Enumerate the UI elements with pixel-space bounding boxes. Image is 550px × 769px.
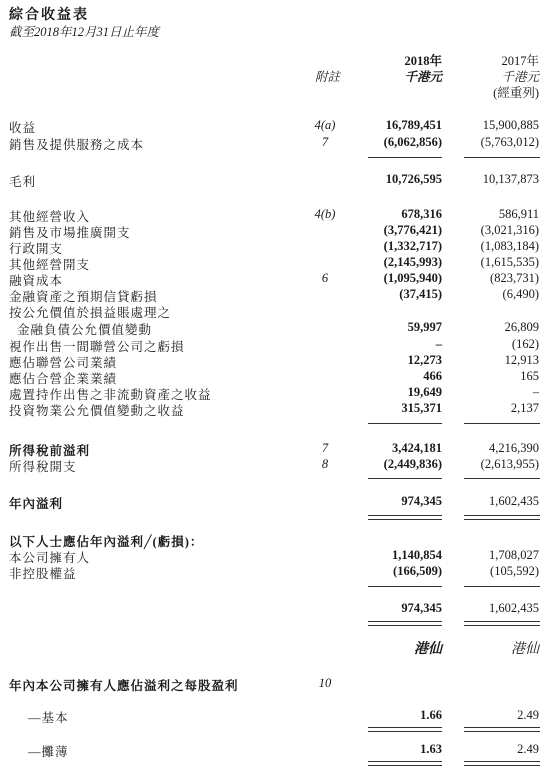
row-value-2018: (166,509) bbox=[393, 564, 442, 578]
statement-title: 綜合收益表 bbox=[9, 8, 89, 23]
rule-2018 bbox=[368, 423, 442, 424]
row-value-2017: (2,613,955) bbox=[480, 457, 539, 471]
row-label: 視作出售一間聯營公司之虧損 bbox=[9, 340, 185, 354]
row-value-2017: (5,763,012) bbox=[480, 135, 539, 149]
rule-2018 bbox=[368, 157, 442, 158]
row-value-2017: – bbox=[532, 385, 539, 399]
row-value-2018: 16,789,451 bbox=[385, 118, 442, 132]
row-value-2017: (823,731) bbox=[490, 271, 539, 285]
row-value-2017: (1,615,535) bbox=[480, 255, 539, 269]
row-value-2018: 1.66 bbox=[420, 708, 442, 722]
table-row-other-income bbox=[0, 207, 550, 223]
table-row-expected-credit-loss bbox=[0, 287, 550, 303]
table-row-gross-profit bbox=[0, 172, 550, 188]
table-row-investment-property-gain bbox=[0, 401, 550, 417]
header-2017-restated: (經重列) bbox=[493, 86, 539, 100]
row-value-2018: (2,449,836) bbox=[383, 457, 442, 471]
row-value-2017: (1,083,184) bbox=[480, 239, 539, 253]
table-row-fvtpl-heading bbox=[0, 303, 550, 319]
row-value-2018: (6,062,856) bbox=[383, 135, 442, 149]
row-label: 毛利 bbox=[9, 175, 37, 189]
row-value-2017: 2.49 bbox=[517, 708, 539, 722]
row-label: 所得稅前溢利 bbox=[9, 444, 91, 458]
row-label: 銷售及市場推廣開支 bbox=[9, 226, 131, 240]
row-label: 銷售及提供服務之成本 bbox=[9, 138, 145, 152]
row-value-2017: 586,911 bbox=[498, 207, 539, 221]
row-value-2017: (162) bbox=[511, 337, 539, 351]
rule-2017 bbox=[464, 157, 540, 158]
row-value-2018: 1,140,854 bbox=[392, 548, 442, 562]
double-rule-2018 bbox=[368, 761, 442, 766]
row-value-2018: (2,145,993) bbox=[383, 255, 442, 269]
row-label: 以下人士應佔年內溢利╱(虧損)： bbox=[9, 535, 204, 549]
table-row-disposal-gain bbox=[0, 385, 550, 401]
table-row-share-of-associates bbox=[0, 353, 550, 369]
table-row-deemed-disposal-loss bbox=[0, 337, 550, 353]
row-label: 金融負債公允價值變動 bbox=[17, 323, 153, 337]
row-value-2017: (3,021,316) bbox=[480, 223, 539, 237]
table-row-profit-for-year bbox=[0, 494, 550, 510]
row-value-2018: 974,345 bbox=[401, 601, 442, 615]
row-label: 所得稅開支 bbox=[9, 460, 77, 474]
double-rule-2017 bbox=[464, 621, 540, 626]
row-label: 本公司擁有人 bbox=[9, 551, 91, 565]
row-value-2017: 165 bbox=[520, 369, 539, 383]
row-value-2017: 2,137 bbox=[510, 401, 539, 415]
row-value-2018: 10,726,595 bbox=[385, 172, 442, 186]
row-value-2017: (6,490) bbox=[502, 287, 539, 301]
row-label: 收益 bbox=[9, 121, 37, 135]
row-label: 按公允價值於損益賬處理之 bbox=[9, 306, 172, 320]
header-2017-unit: 千港元 bbox=[501, 70, 539, 84]
double-rule-2018 bbox=[368, 515, 442, 520]
row-label: —攤薄 bbox=[28, 745, 69, 759]
table-row-finance-costs bbox=[0, 271, 550, 287]
table-row-income-tax bbox=[0, 457, 550, 473]
row-value-2018: 12,273 bbox=[407, 353, 442, 367]
header-2018-year: 2018年 bbox=[404, 54, 442, 68]
row-value-2018: 19,649 bbox=[407, 385, 442, 399]
row-value-2018: 466 bbox=[423, 369, 442, 383]
row-label: 其他經營開支 bbox=[9, 258, 91, 272]
table-row-attributable-total bbox=[0, 601, 550, 617]
table-row-eps-basic bbox=[0, 708, 550, 724]
table-row-other-expenses bbox=[0, 255, 550, 271]
row-value-2017: 1,708,027 bbox=[489, 548, 539, 562]
table-row-selling-expenses bbox=[0, 223, 550, 239]
row-value-2018: – bbox=[435, 337, 442, 351]
row-label: 應佔合營企業業績 bbox=[9, 372, 118, 386]
row-label: 投資物業公允價值變動之收益 bbox=[9, 404, 185, 418]
table-row-profit-before-tax bbox=[0, 441, 550, 457]
row-value-2017: 26,809 bbox=[504, 320, 539, 334]
row-value-2018: (1,095,940) bbox=[383, 271, 442, 285]
rule-2018 bbox=[368, 586, 442, 587]
table-row-non-controlling bbox=[0, 564, 550, 580]
double-rule-2018 bbox=[368, 621, 442, 626]
row-value-2017: 1,602,435 bbox=[489, 494, 539, 508]
row-label: —基本 bbox=[28, 711, 69, 725]
row-value-2018: (1,332,717) bbox=[383, 239, 442, 253]
row-value-2017: 12,913 bbox=[504, 353, 539, 367]
note-column-header: 附註 bbox=[315, 70, 341, 84]
row-note: 8 bbox=[321, 457, 329, 471]
table-row-attributable-heading bbox=[0, 532, 550, 548]
table-row-eps-heading bbox=[0, 676, 550, 692]
row-note: 10 bbox=[318, 676, 332, 690]
row-value-2017: 4,216,390 bbox=[489, 441, 539, 455]
table-row-revenue bbox=[0, 118, 550, 134]
row-note: 4(a) bbox=[314, 118, 336, 132]
row-value-2018: 1.63 bbox=[420, 742, 442, 756]
row-note: 4(b) bbox=[314, 207, 336, 221]
rule-2018 bbox=[368, 478, 442, 479]
rule-2017 bbox=[464, 478, 540, 479]
row-value-2017: (105,592) bbox=[490, 564, 539, 578]
row-value-2018: (37,415) bbox=[399, 287, 442, 301]
row-value-2018: 59,997 bbox=[407, 320, 442, 334]
row-value-2018: 974,345 bbox=[401, 494, 442, 508]
table-row-share-of-joint-ventures bbox=[0, 369, 550, 385]
statement-subtitle: 截至2018年12月31日止年度 bbox=[9, 25, 160, 39]
table-row-owners bbox=[0, 548, 550, 564]
row-label: 處置持作出售之非流動資產之收益 bbox=[9, 388, 212, 402]
row-label: 年內溢利 bbox=[9, 497, 64, 511]
unit-2017-cents: 港仙 bbox=[511, 642, 539, 657]
row-label: 金融資產之預期信貸虧損 bbox=[9, 290, 158, 304]
row-value-2018: 3,424,181 bbox=[392, 441, 442, 455]
row-note: 7 bbox=[321, 135, 329, 149]
unit-2018-cents: 港仙 bbox=[414, 642, 442, 657]
row-label: 非控股權益 bbox=[9, 567, 77, 581]
row-value-2018: (3,776,421) bbox=[383, 223, 442, 237]
table-row-fvtpl-change bbox=[0, 320, 550, 336]
double-rule-2018 bbox=[368, 727, 442, 732]
row-label: 融資成本 bbox=[9, 274, 64, 288]
row-note: 7 bbox=[321, 441, 329, 455]
row-value-2017: 10,137,873 bbox=[482, 172, 539, 186]
rule-2017 bbox=[464, 586, 540, 587]
row-value-2018: 678,316 bbox=[401, 207, 442, 221]
row-value-2018: 315,371 bbox=[401, 401, 442, 415]
row-value-2017: 15,900,885 bbox=[482, 118, 539, 132]
double-rule-2017 bbox=[464, 727, 540, 732]
row-value-2017: 1,602,435 bbox=[489, 601, 539, 615]
table-row-eps-diluted bbox=[0, 742, 550, 758]
row-label: 行政開支 bbox=[9, 242, 64, 256]
header-2017-year: 2017年 bbox=[501, 54, 539, 68]
header-2018-unit: 千港元 bbox=[404, 70, 442, 84]
row-label: 應佔聯營公司業績 bbox=[9, 356, 118, 370]
double-rule-2017 bbox=[464, 761, 540, 766]
row-label: 年內本公司擁有人應佔溢利之每股盈利 bbox=[9, 679, 239, 693]
row-label: 其他經營收入 bbox=[9, 210, 91, 224]
row-note: 6 bbox=[321, 271, 329, 285]
double-rule-2017 bbox=[464, 515, 540, 520]
rule-2017 bbox=[464, 423, 540, 424]
table-row-cost-of-sales bbox=[0, 135, 550, 151]
row-value-2017: 2.49 bbox=[517, 742, 539, 756]
table-row-admin-expenses bbox=[0, 239, 550, 255]
